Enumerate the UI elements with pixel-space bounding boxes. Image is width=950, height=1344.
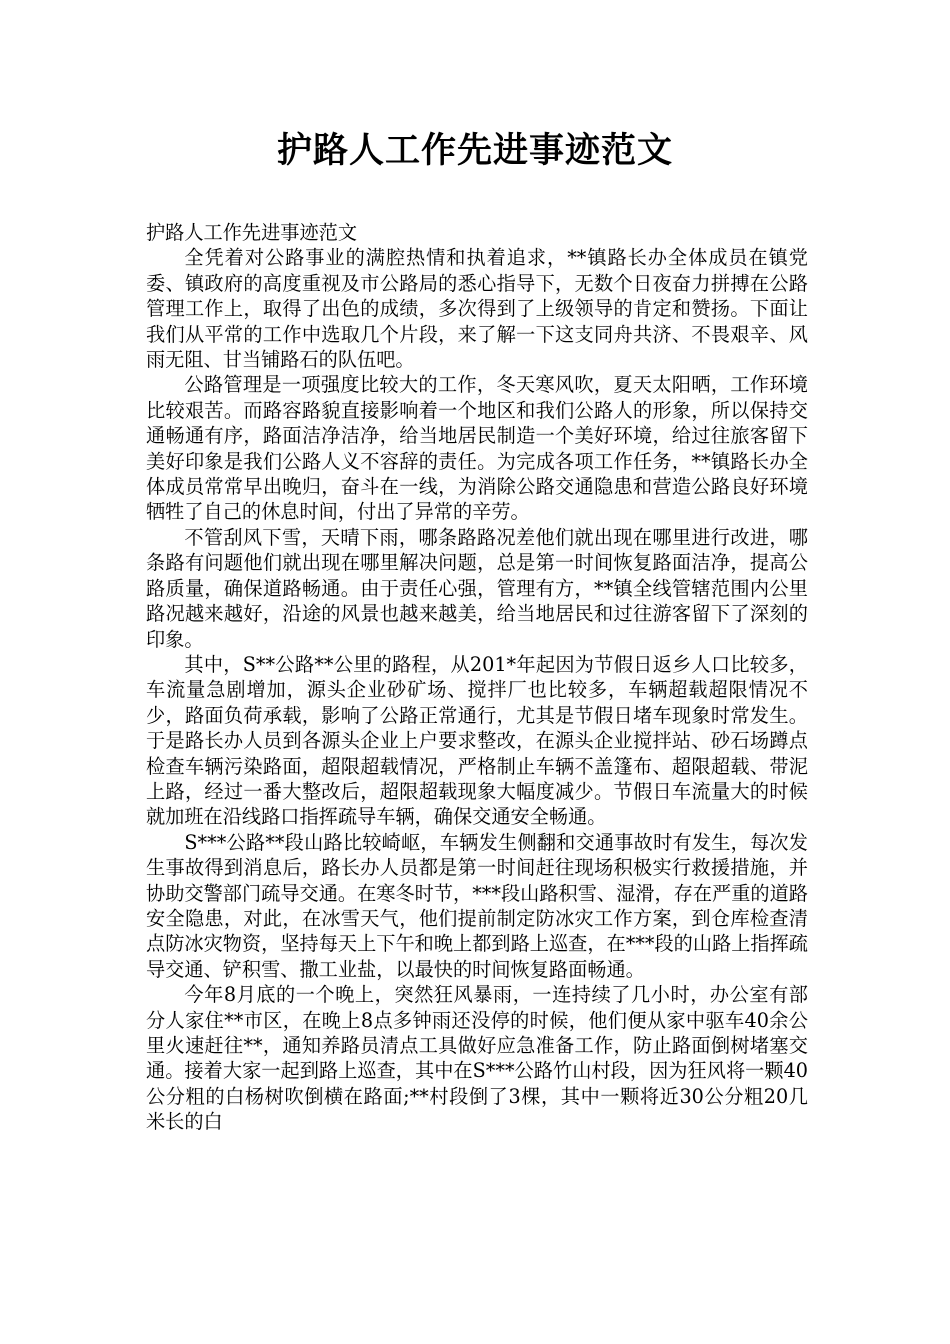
paragraph-storm-night: 今年8月底的一个晚上，突然狂风暴雨，一连持续了几小时，办公室有部分人家住**市区，在晚上8点多钟雨还没停的时候，他们便从家中驱车40余公里火速赶往**，通知养路员清点工具做好应急准备工作，防止路面倒树堵塞交通。接着大家一起到路上巡查，其中在S***公路竹山村段，因为狂风将一颗40公分粗的白杨树吹倒横在路面;**村段倒了3棵，其中一颗将近30公分粗20几米长的白	[146, 983, 808, 1134]
document-body	[146, 220, 808, 1135]
paragraph-work-environment: 公路管理是一项强度比较大的工作，冬天寒风吹，夏天太阳晒，工作环境比较艰苦。而路容路貌直接影响着一个地区和我们公路人的形象，所以保持交通畅通有序，路面洁净洁净，给当地居民制造一个美好环境，给过往旅客留下美好印象是我们公路人义不容辞的责任。为完成各项工作任务，**镇路长办全体成员常常早出晚归，奋斗在一线，为消除公路交通隐患和营造公路良好环境牺牲了自己的休息时间，付出了异常的辛劳。	[146, 373, 808, 524]
paragraph-mountain-road: S***公路**段山路比较崎岖，车辆发生侧翻和交通事故时有发生，每次发生事故得到消息后，路长办人员都是第一时间赶往现场积极实行救援措施，并协助交警部门疏导交通。在寒冬时节，***段山路积雪、湿滑，存在严重的道路安全隐患，对此，在冰雪天气，他们提前制定防冰灾工作方案，到仓库检查清点防冰灾物资，坚持每天上下午和晚上都到路上巡查，在***段的山路上指挥疏导交通、铲积雪、撒工业盐，以最快的时间恢复路面畅通。	[146, 830, 808, 981]
document-subtitle: 护路人工作先进事迹范文	[146, 221, 358, 244]
document-title: 护路人工作先进事迹范文	[276, 131, 673, 171]
paragraph-intro: 全凭着对公路事业的满腔热情和执着追求，**镇路长办全体成员在镇党委、镇政府的高度重视及市公路局的悉心指导下，无数个日夜奋力拼搏在公路管理工作上，取得了出色的成绩，多次得到了上级领导的肯定和赞扬。下面让我们从平常的工作中选取几个片段，来了解一下这支同舟共济、不畏艰辛、风雨无阻、甘当铺路石的队伍吧。	[146, 246, 808, 372]
paragraph-overload-control: 其中，S**公路**公里的路程，从201*年起因为节假日返乡人口比较多，车流量急剧增加，源头企业砂矿场、搅拌厂也比较多，车辆超载超限情况不少，路面负荷承载，影响了公路正常通行，尤其是节假日堵车现象时常发生。于是路长办人员到各源头企业上户要求整改，在源头企业搅拌站、砂石场蹲点检查车辆污染路面，超限超载情况，严格制止车辆不盖篷布、超限超载、带泥上路，经过一番大整改后，超限超载现象大幅度减少。节假日车流量大的时候就加班在沿线路口指挥疏导车辆，确保交通安全畅通。	[146, 652, 808, 829]
paragraph-all-weather: 不管刮风下雪，天晴下雨，哪条路路况差他们就出现在哪里进行改进，哪条路有问题他们就出现在哪里解决问题，总是第一时间恢复路面洁净，提高公路质量，确保道路畅通。由于责任心强，管理有方，**镇全线管辖范围内公里路况越来越好，沿途的风景也越来越美，给当地居民和过往游客留下了深刻的印象。	[146, 525, 808, 651]
